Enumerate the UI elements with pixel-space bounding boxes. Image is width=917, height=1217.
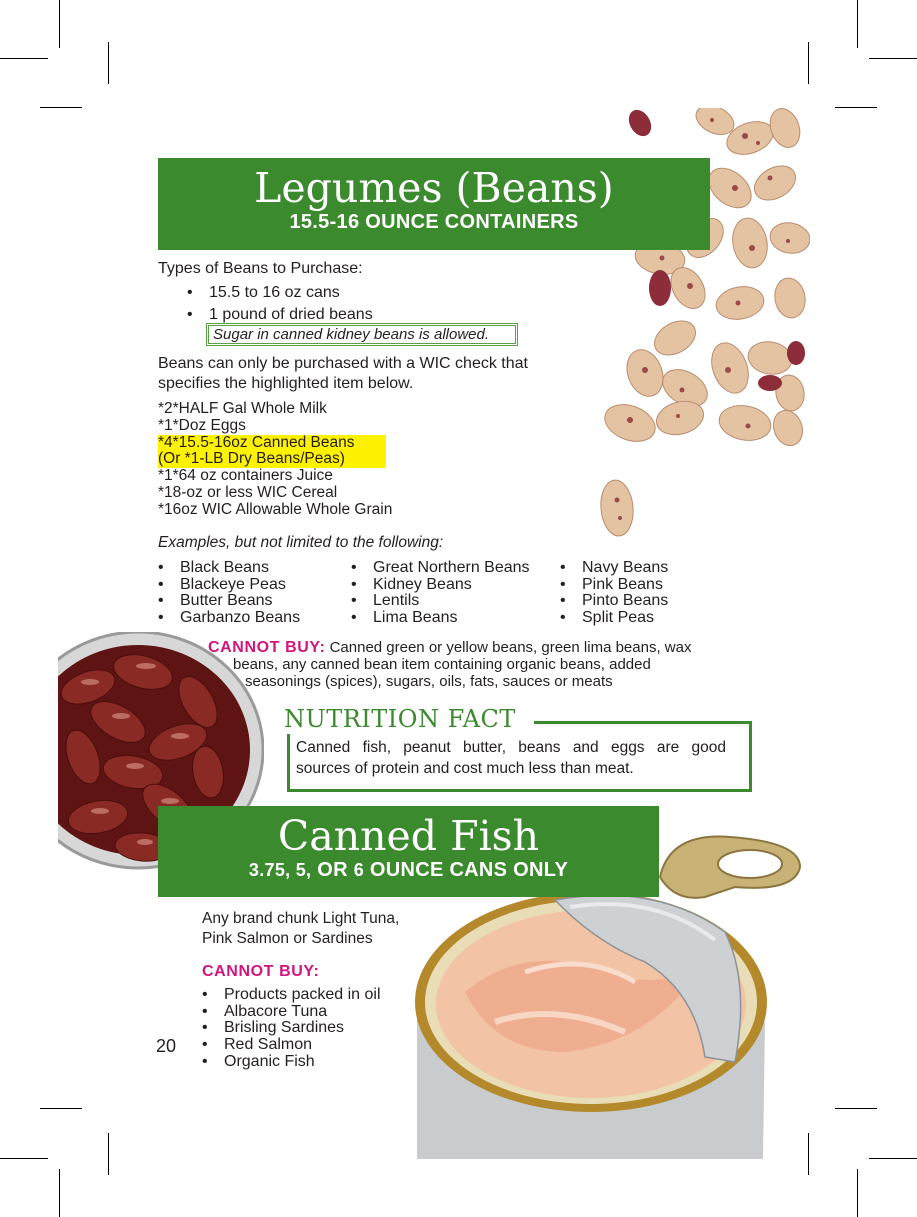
- wic-check-sample: [158, 401, 392, 519]
- list-item: • Split Peas: [560, 610, 668, 627]
- list-item: • Lima Beans: [351, 610, 530, 627]
- list-item: • Red Salmon: [202, 1037, 381, 1054]
- list-item: • Organic Fish: [202, 1054, 381, 1071]
- list-item: • 1 pound of dried beans: [187, 304, 373, 326]
- fish-desc-line: Pink Salmon or Sardines: [202, 930, 373, 947]
- subtitle-or: OR: [317, 859, 348, 881]
- subtitle-sizes: 3.75, 5,: [248, 860, 312, 880]
- subtitle-unit: OUNCE CANS ONLY: [369, 859, 569, 881]
- canned-fish-subtitle: [158, 858, 659, 882]
- crop-mark: [857, 0, 858, 48]
- list-item: • Garbanzo Beans: [158, 610, 300, 627]
- nutrition-line: sources of protein and cost much less than meat.: [296, 760, 634, 777]
- nutrition-line: Canned fish, peanut butter, beans and eggs are good: [296, 739, 726, 756]
- list-item: • 15.5 to 16 oz cans: [187, 282, 373, 304]
- crop-mark: [0, 1158, 48, 1159]
- check-item: *2*HALF Gal Whole Milk: [158, 400, 327, 417]
- crop-mark: [808, 42, 809, 84]
- cannot-buy-text: beans, any canned bean item containing organic beans, added: [233, 656, 651, 673]
- fish-description: [202, 909, 399, 949]
- crop-mark: [108, 42, 109, 84]
- list-item: • Black Beans: [158, 560, 300, 577]
- examples-col-2: [351, 560, 530, 627]
- list-item: • Butter Beans: [158, 593, 300, 610]
- check-note-line: Beans can only be purchased with a WIC check that: [158, 355, 528, 372]
- examples-col-3: [560, 560, 668, 627]
- examples-heading: Examples, but not limited to the following:: [158, 534, 444, 551]
- cannot-buy-label: CANNOT BUY:: [208, 639, 326, 656]
- legumes-title: Legumes (Beans): [254, 164, 614, 212]
- nutrition-top-rule: [534, 721, 752, 724]
- cannot-buy-text: Canned green or yellow beans, green lima beans, wax: [329, 639, 692, 656]
- crop-mark: [40, 107, 82, 108]
- cannot-buy-text: seasonings (spices), sugars, oils, fats, sauces or meats: [245, 673, 613, 690]
- check-item-highlighted: (Or *1-LB Dry Beans/Peas): [158, 451, 386, 468]
- nutrition-fact-text: [296, 737, 726, 758]
- crop-mark: [869, 1158, 917, 1159]
- list-item: • Blackeye Peas: [158, 577, 300, 594]
- nutrition-fact-text: [296, 758, 634, 779]
- list-item: • Navy Beans: [560, 560, 668, 577]
- canned-fish-title: Canned Fish: [277, 812, 540, 860]
- sugar-note: Sugar in canned kidney beans is allowed.: [213, 326, 490, 343]
- crop-mark: [869, 58, 917, 59]
- list-item: • Pinto Beans: [560, 593, 668, 610]
- examples-col-1: [158, 560, 300, 627]
- check-item: *1*64 oz containers Juice: [158, 467, 333, 485]
- subtitle-size: 6: [353, 860, 364, 880]
- crop-mark: [59, 1169, 60, 1217]
- fish-cannot-buy-label: CANNOT BUY:: [202, 963, 320, 980]
- legumes-banner: [158, 158, 710, 250]
- fish-cannot-buy-list: [202, 987, 381, 1071]
- check-item: *18-oz or less WIC Cereal: [158, 483, 338, 501]
- check-item-highlighted: *4*15.5-16oz Canned Beans: [158, 435, 386, 452]
- list-item: • Lentils: [351, 593, 530, 610]
- crop-mark: [857, 1169, 858, 1217]
- crop-mark: [40, 1108, 82, 1109]
- crop-mark: [0, 58, 48, 59]
- types-list: [187, 282, 373, 326]
- legumes-subtitle: 15.5-16 OUNCE CONTAINERS: [289, 211, 579, 233]
- canned-fish-banner: [158, 806, 659, 897]
- page-number: 20: [156, 1036, 177, 1056]
- list-item: • Kidney Beans: [351, 577, 530, 594]
- crop-mark: [59, 0, 60, 48]
- check-note: [158, 354, 528, 394]
- fish-desc-line: Any brand chunk Light Tuna,: [202, 910, 400, 927]
- list-item: • Albacore Tuna: [202, 1004, 381, 1021]
- list-item: • Pink Beans: [560, 577, 668, 594]
- sugar-note-box: [206, 323, 518, 346]
- crop-mark: [835, 1108, 877, 1109]
- list-item: • Products packed in oil: [202, 987, 381, 1004]
- list-item: • Great Northern Beans: [351, 560, 530, 577]
- check-note-line: specifies the highlighted item below.: [158, 375, 414, 392]
- list-item: • Brisling Sardines: [202, 1020, 381, 1037]
- check-item: *1*Doz Eggs: [158, 416, 246, 434]
- crop-mark: [108, 1133, 109, 1175]
- crop-mark: [835, 107, 877, 108]
- nutrition-fact-heading: NUTRITION FACT: [284, 704, 524, 734]
- legumes-cannot-buy: [208, 639, 691, 690]
- types-heading: Types of Beans to Purchase:: [158, 260, 363, 277]
- check-item: *16oz WIC Allowable Whole Grain: [158, 500, 393, 518]
